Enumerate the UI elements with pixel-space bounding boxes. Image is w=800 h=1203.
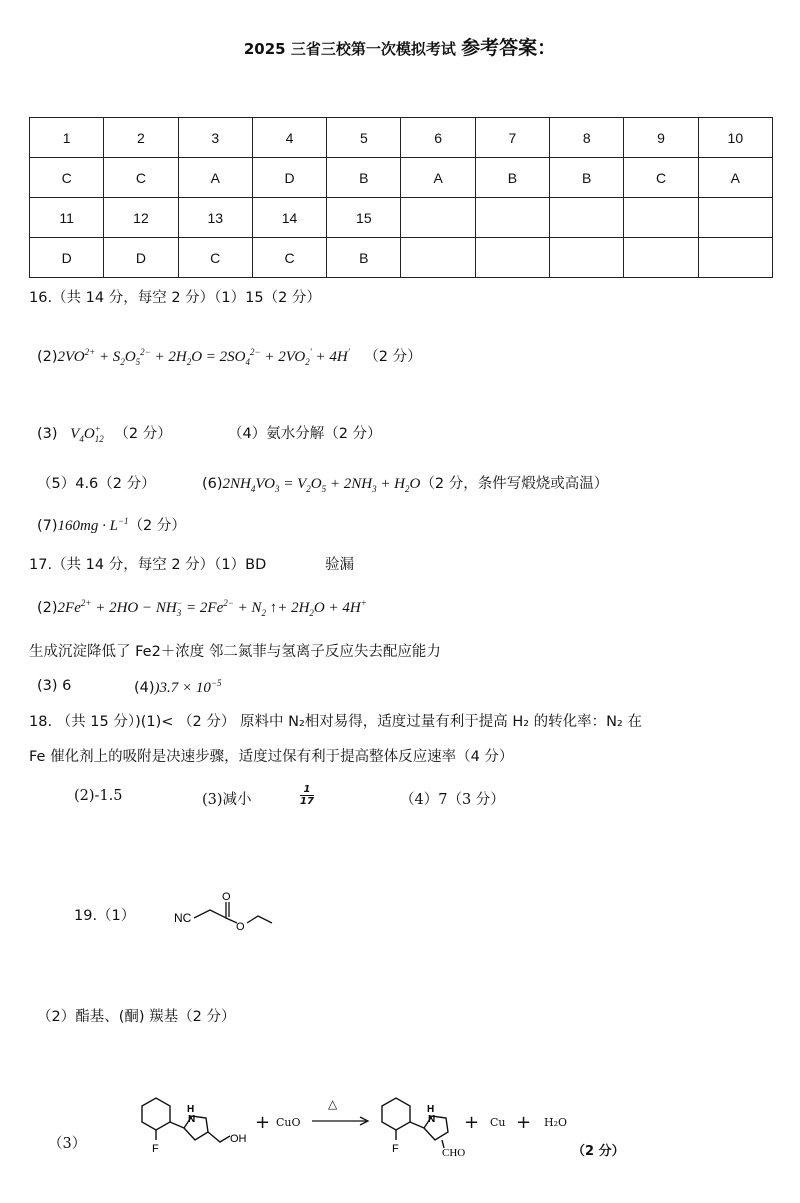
q17-part4 <box>134 678 222 697</box>
plus-sign-2: + <box>464 1112 480 1133</box>
title-main: 2025 三省三校第一次模拟考试 <box>243 40 456 58</box>
q16-p7-label: (7) <box>37 518 58 534</box>
q16-part2 <box>37 345 422 367</box>
table-cell: D <box>30 238 104 278</box>
q18-fraction <box>300 784 314 808</box>
table-cell <box>624 198 698 238</box>
label-h: H <box>187 1104 195 1115</box>
label-n: N <box>428 1114 436 1125</box>
q16-p2-score: （2 分） <box>364 349 422 365</box>
table-row <box>30 238 773 278</box>
table-cell <box>401 238 475 278</box>
label-o-carbonyl: O <box>222 891 231 903</box>
label-n: N <box>188 1114 196 1125</box>
cuo-label: CuO <box>276 1116 301 1129</box>
q19-part1-label: 19.（1） <box>74 908 136 924</box>
title-suffix: 参考答案： <box>461 37 557 59</box>
table-row <box>30 198 773 238</box>
table-cell: A <box>401 158 475 198</box>
table-cell: D <box>104 238 178 278</box>
q17-p1-extra: 验漏 <box>325 557 354 573</box>
table-cell <box>698 238 772 278</box>
table-cell: 13 <box>178 198 252 238</box>
table-cell: 3 <box>178 118 252 158</box>
table-cell: 7 <box>475 118 549 158</box>
q17-p4-label: (4) <box>134 680 155 696</box>
q16-p6-label: (6) <box>202 476 223 492</box>
table-cell: 15 <box>327 198 401 238</box>
table-cell: A <box>178 158 252 198</box>
q17-p4-value: )$3.7 \times 10^{-5}$ <box>154 678 222 696</box>
q17-part3: (3) 6 <box>37 678 72 694</box>
q18-part4: （4）7（3 分） <box>400 792 505 808</box>
q16-p3-formula: $V_4O^+_{12}$ <box>70 424 104 444</box>
q16-header: 16.（共 14 分，每空 2 分）（1）15（2 分） <box>29 290 321 306</box>
table-cell: C <box>252 238 326 278</box>
table-cell: B <box>550 158 624 198</box>
answer-table <box>29 117 773 278</box>
table-cell: 12 <box>104 198 178 238</box>
label-f: F <box>392 1143 399 1155</box>
label-o-ester: O <box>236 921 245 933</box>
table-cell: 1 <box>30 118 104 158</box>
cu-label: Cu <box>490 1116 506 1129</box>
q16-part5: （5）4.6（2 分） <box>37 476 156 492</box>
table-cell: A <box>698 158 772 198</box>
label-f: F <box>152 1143 159 1155</box>
q18-frac-den: 17 <box>300 796 314 807</box>
q16-p7-score: （2 分） <box>128 518 186 534</box>
label-h: H <box>427 1104 435 1115</box>
table-cell: C <box>624 158 698 198</box>
q16-p3-label: (3) <box>37 426 58 442</box>
q17-reason: 生成沉淀降低了 Fe2＋浓度 邻二氮菲与氢离子反应失去配应能力 <box>29 644 441 660</box>
q16-p2-label: (2) <box>37 349 58 365</box>
q16-part4: （4）氨水分解（2 分） <box>228 426 382 442</box>
table-cell: 10 <box>698 118 772 158</box>
table-cell: 5 <box>327 118 401 158</box>
table-cell: C <box>30 158 104 198</box>
table-cell <box>475 198 549 238</box>
q17-p2-label: (2) <box>37 600 58 616</box>
q16-part3 <box>37 422 172 444</box>
q16-p3-score: （2 分） <box>114 426 172 442</box>
table-row <box>30 158 773 198</box>
table-cell: B <box>327 238 401 278</box>
table-cell <box>475 238 549 278</box>
table-cell: B <box>327 158 401 198</box>
q16-p2-equation: $2VO^{2+} + S_2O_5^{2-} + 2H_2O = 2SO_4^{2-} + 2VO_2' + 4H'$ <box>57 347 350 367</box>
table-row <box>30 118 773 158</box>
table-cell: 14 <box>252 198 326 238</box>
q16-p6-equation: $2NH_4VO_3 = V_2O_5 + 2NH_3 + H_2O$ <box>222 476 421 494</box>
q18-part3: (3)减小 <box>202 792 252 808</box>
table-cell: 8 <box>550 118 624 158</box>
table-cell: 2 <box>104 118 178 158</box>
plus-sign-1: + <box>255 1112 271 1133</box>
table-cell <box>401 198 475 238</box>
q16-part7 <box>37 514 186 535</box>
q18-frac-num: 1 <box>300 784 314 796</box>
q17-p2-equation: $2Fe^{2+} + 2HO - NH_3^- = 2Fe^{2-} + N_2$ ↑+ $2H_2O + 4H^+$ <box>57 598 367 618</box>
table-cell: C <box>104 158 178 198</box>
ethyl-cyanoacetate-structure <box>170 890 280 940</box>
label-nc: NC <box>174 911 192 925</box>
table-cell: 9 <box>624 118 698 158</box>
reaction-arrow <box>312 1116 372 1126</box>
q19-part2: （2）酯基、(酮) 羰基（2 分） <box>37 1009 236 1025</box>
table-cell <box>698 198 772 238</box>
table-cell: C <box>178 238 252 278</box>
table-cell <box>550 238 624 278</box>
table-cell <box>550 198 624 238</box>
table-cell <box>624 238 698 278</box>
q16-p7-value: $160mg \cdot L^{-1}$ <box>57 516 129 534</box>
table-cell: 11 <box>30 198 104 238</box>
q16-p6-score: （2 分，条件写煅烧或高温） <box>420 476 609 492</box>
page-title <box>0 33 800 60</box>
reactant-structure <box>130 1088 250 1160</box>
table-cell: B <box>475 158 549 198</box>
q18-line2: Fe 催化剂上的吸附是决速步骤，适度过保有利于提高整体反应速率（4 分） <box>29 749 514 765</box>
q17-part2 <box>37 598 367 618</box>
q18-part2: (2)-1.5 <box>74 788 123 804</box>
h2o-label: H₂O <box>544 1116 568 1129</box>
table-cell: D <box>252 158 326 198</box>
q16-part6 <box>202 472 608 494</box>
plus-sign-3: + <box>516 1112 532 1133</box>
label-oh: OH <box>230 1133 247 1145</box>
table-cell: 4 <box>252 118 326 158</box>
q18-line1: 18. （共 15 分）)(1)< （2 分） 原料中 N₂相对易得，适度过量有利于提高 H₂ 的转化率：N₂ 在 <box>29 714 642 730</box>
delta-label: △ <box>328 1097 338 1111</box>
table-cell: 6 <box>401 118 475 158</box>
label-cho: CHO <box>442 1147 466 1159</box>
q19-part3-label: （3） <box>48 1136 87 1152</box>
q17-header: 17.（共 14 分，每空 2 分）（1）BD <box>29 557 267 573</box>
q19-p3-score: （2 分） <box>572 1144 625 1159</box>
